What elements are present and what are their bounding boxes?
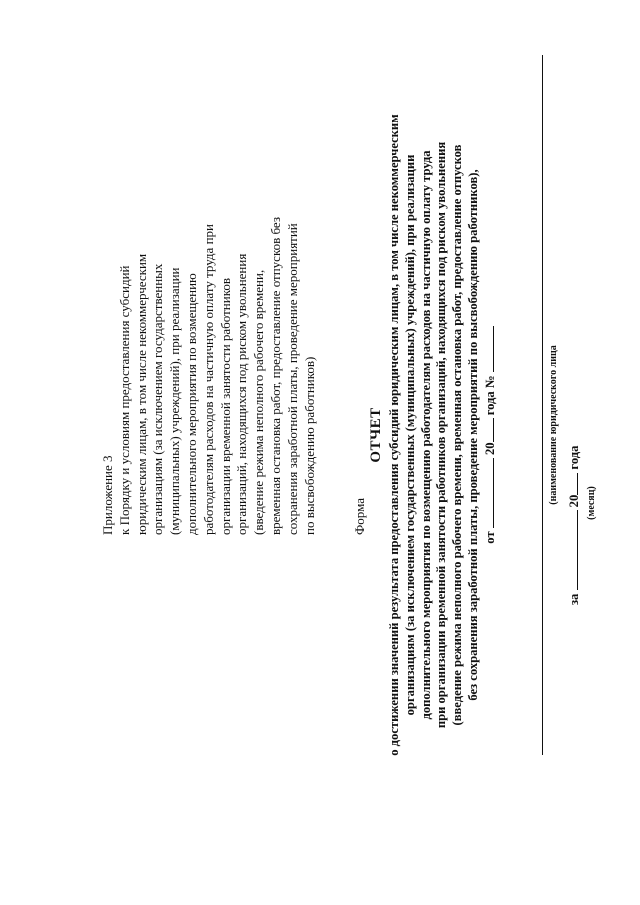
month-caption: (месяц) <box>586 486 597 520</box>
report-line: (введение режима неполного рабочего времени, временная остановка работ, предоставление отпусков <box>450 144 465 726</box>
appendix-line: организациям (за исключением государственных <box>150 263 166 535</box>
appendix-line: Приложение 3 <box>100 455 115 535</box>
report-line: о достижении значений результата предоставления субсидий юридическим лицам, в том числе некоммерческим <box>387 114 401 756</box>
appendix-line: юридическим лицам, в том числе некоммерческим <box>133 253 149 535</box>
appendix-line: по высвобождению работников) <box>301 356 317 535</box>
appendix-line: (муниципальных) учреждений), при реализации <box>167 267 183 535</box>
appendix-header-block <box>100 55 318 535</box>
report-line: при организации временной занятости работников организаций, находящихся под риском увольнения <box>434 141 449 729</box>
report-number-blank[interactable] <box>482 326 494 372</box>
appendix-line: дополнительного мероприятия по возмещению <box>183 273 199 535</box>
entity-caption: (наименование юридического лица <box>548 345 559 505</box>
period-year-blank[interactable] <box>566 473 578 495</box>
appendix-line: к Порядку и условиям предоставления субсидий <box>116 265 132 535</box>
appendix-line: организации временной занятости работников <box>217 277 233 535</box>
appendix-line: сохранения заработной платы, проведение мероприятий <box>284 223 300 535</box>
report-line: дополнительного мероприятия по возмещению работодателям расходов на частичную оплату труда <box>418 150 433 720</box>
period-row <box>566 245 582 605</box>
date-year-prefix: 20 <box>482 442 497 456</box>
period-month-blank[interactable] <box>566 510 578 590</box>
report-line: без сохранения заработной платы, проведение мероприятий по высвобождению работников), <box>465 169 480 701</box>
report-date-row <box>482 25 498 845</box>
report-body <box>387 25 482 845</box>
date-day-blank[interactable] <box>482 458 494 528</box>
appendix-line: временная остановка работ, предоставление отпусков без <box>267 217 283 535</box>
appendix-line: организаций, находящихся под риском увольнения <box>234 253 250 535</box>
period-suffix: года <box>567 445 581 470</box>
report-block <box>368 25 498 845</box>
appendix-line: (введение режима неполного рабочего времени, <box>251 269 267 535</box>
report-line: организациям (за исключением государственных (муниципальных) учреждений), при реализации <box>402 154 417 716</box>
period-year-prefix: 20 <box>567 494 581 508</box>
appendix-line: работодателям расходов на частичную оплату труда при <box>200 224 216 535</box>
period-prefix: за <box>567 593 581 605</box>
entity-name-line[interactable] <box>542 55 543 755</box>
form-label: Форма <box>352 498 367 535</box>
date-suffix: года № <box>482 375 497 416</box>
date-prefix: от <box>482 531 497 544</box>
report-title: ОТЧЕТ <box>368 407 384 463</box>
date-year-blank[interactable] <box>482 418 494 442</box>
